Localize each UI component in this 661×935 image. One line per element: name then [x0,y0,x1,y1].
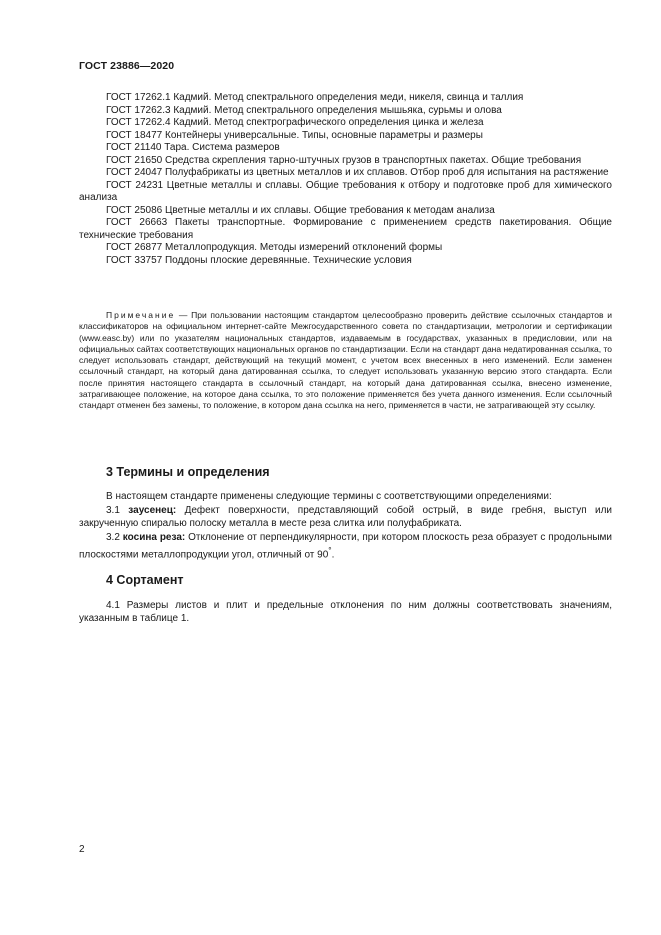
reference-item: ГОСТ 21650 Средства скрепления тарно-штучных грузов в транспортных пакетах. Общие требования [106,154,582,166]
term-number: 3.1 [106,505,129,516]
references-note [79,310,612,412]
reference-item: ГОСТ 26877 Металлопродукция. Методы измерений отклонений формы [106,242,443,253]
reference-item: ГОСТ 25086 Цветные металлы и их сплавы. Общие требования к методам анализа [106,204,495,216]
reference-item: ГОСТ 17262.3 Кадмий. Метод спектрального определения мышьяка, сурьмы и олова [106,104,502,116]
note-text: — При пользовании настоящим стандартом целесообразно проверить действие ссылочных стандартов и классификаторов на официальном интернет-сайте Межгосударственного совета по стандартизации, метрологии и сертификации (www.easc.by) или по указателям национальных стандартов, издаваемым в государствах, указанных в предисловии, или на официальных сайтах соответствующих национальных органов по стандартизации. Если на стандарт дана недатированная ссылка, то следует использовать стандарт, действующий на текущий момент, с учетом всех внесенных в него изменений. Если заменен ссылочный стандарт, на который дана датированная ссылка, то следует использовать указанную версию этого стандарта. Если после принятия настоящего стандарта в ссылочный стандарт, на который дана датированная ссылка, внесено изменение, затрагивающее положение, на которое дана ссылка, то это положение применяется без учета данного изменения. Если ссылочный стандарт отменен без замены, то положение, в котором дана ссылка на него, применяется в части, не затрагивающей эту ссылку. [79,310,612,411]
section-3-intro: В настоящем стандарте применены следующие термины с соответствующими определениями: [106,491,552,502]
term-3-2 [79,531,612,562]
reference-item: ГОСТ 33757 Поддоны плоские деревянные. Технические условия [106,254,412,266]
term-end: . [331,549,335,561]
page-number: 2 [79,844,85,855]
reference-item: ГОСТ 24047 Полуфабрикаты из цветных металлов и их сплавов. Отбор проб для испытания на растяжение [106,167,609,178]
section-4-title: 4 Сортамент [106,573,184,587]
reference-item: ГОСТ 21140 Тара. Система размеров [106,142,280,153]
reference-item: ГОСТ 18477 Контейнеры универсальные. Типы, основные параметры и размеры [106,129,483,141]
term-number: 3.2 [106,532,123,543]
paragraph-4-1: 4.1 Размеры листов и плит и предельные отклонения по ним должны соответствовать значениям, указанным в таблице 1. [79,600,612,625]
reference-item: ГОСТ 17262.1 Кадмий. Метод спектрального определения меди, никеля, свинца и таллия [106,92,524,103]
term-name: косина реза: [122,532,186,543]
term-3-1 [79,504,612,530]
term-name: заусенец: [128,505,177,516]
normative-references-list [79,92,612,267]
note-label: Примечание [106,310,176,320]
reference-item: ГОСТ 26663 Пакеты транспортные. Формирование с применением средств пакетирования. Общие технические требования [79,217,612,241]
reference-item: ГОСТ 24231 Цветные металлы и сплавы. Общие требования к отбору и подготовке проб для химического анализа [79,179,612,203]
section-3-title: 3 Термины и определения [106,465,270,479]
document-header: ГОСТ 23886—2020 [79,60,175,72]
reference-item: ГОСТ 17262.4 Кадмий. Метод спектрографического определения цинка и железа [106,117,484,128]
degree-sign: ° [328,545,332,556]
term-definition: Дефект поверхности, представляющий собой острый, в виде гребня, выступ или закрученную спиралью полоску металла в месте реза слитка или полуфабриката. [79,505,613,530]
term-definition: Отклонение от перпендикулярности, при котором плоскость реза образует с продольными плоскостями металлопродукции угол, отличный от 90 [79,532,612,561]
